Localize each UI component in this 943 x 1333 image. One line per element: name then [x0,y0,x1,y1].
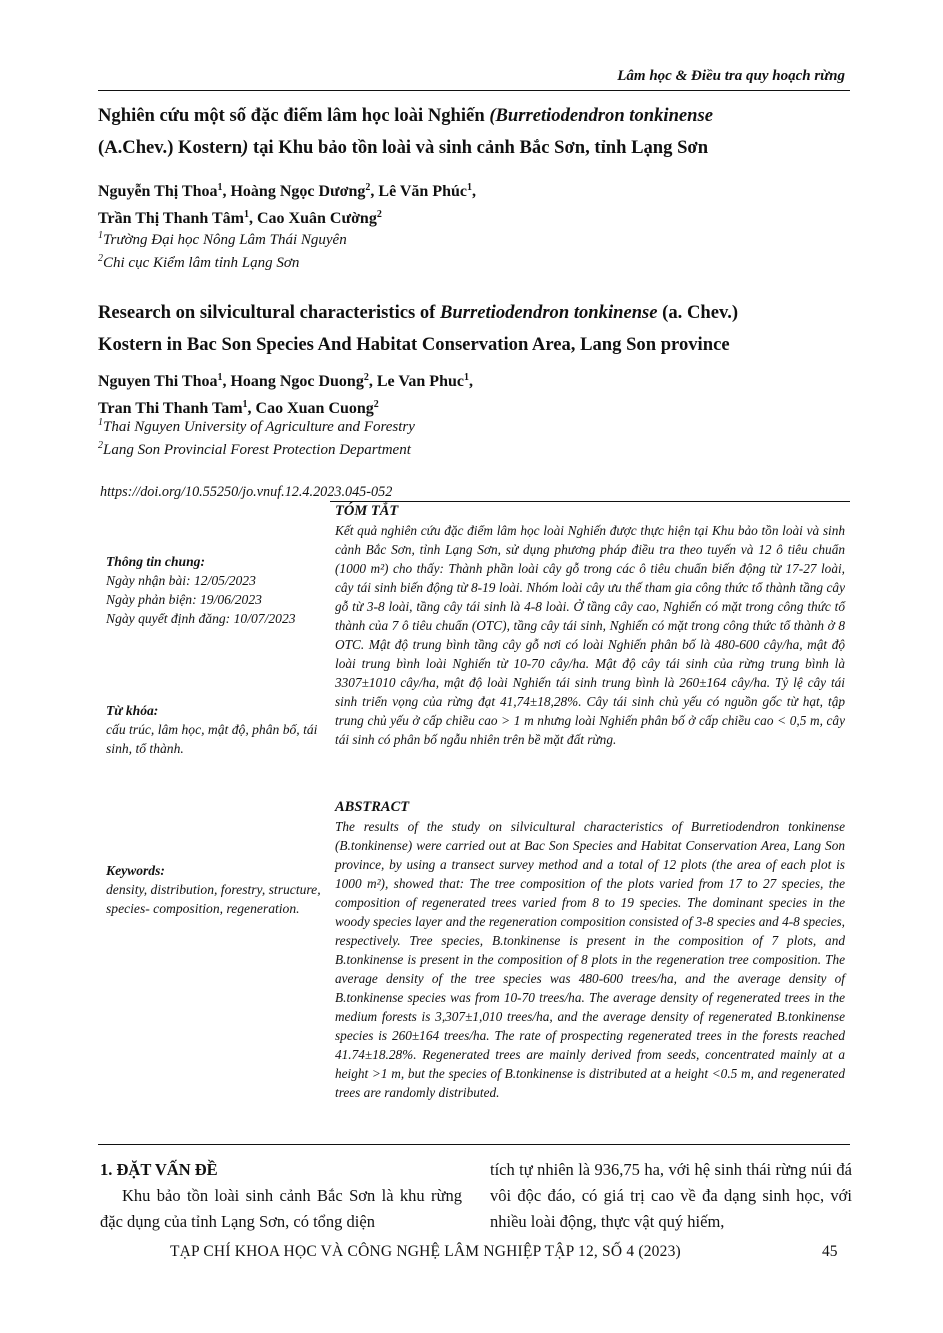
author-name: Cao Xuân Cường [257,210,377,227]
title-vi-species: (Burretiodendron tonkinense [489,105,714,126]
affiliations-english [98,416,798,462]
article-info-heading: Thông tin chung: [106,554,205,569]
author-affil-sup: 1 [217,182,223,193]
author-affil-sup: 1 [244,209,249,220]
author-name: Hoang Ngoc Duong [230,373,364,390]
abstract-english [335,798,845,1102]
keywords-vi-heading: Từ khóa: [106,703,159,718]
author-separator: , [468,373,473,390]
title-english [98,297,850,361]
author-affil-sup: 2 [365,182,371,193]
affiliation: Thai Nguyen University of Agriculture and Forestry [103,419,415,435]
author-affil-sup: 1 [467,182,472,193]
title-en-species: Burretiodendron tonkinense [440,302,658,323]
authors-vietnamese [98,178,798,232]
journal-footer: TẠP CHÍ KHOA HỌC VÀ CÔNG NGHỆ LÂM NGHIỆP TẬP 12, SỐ 4 (2023) [170,1243,681,1260]
author-affil-sup: 2 [376,209,382,220]
author-name: Hoàng Ngọc Dương [230,183,366,200]
title-vietnamese [98,100,850,164]
affil-sup: 1 [98,230,103,241]
abstract-en-heading: ABSTRACT [335,799,410,815]
author-separator: , [472,183,476,200]
abstract-vi-heading: TÓM TẮT [335,503,399,519]
author-name: Le Van Phuc [376,373,464,390]
title-en-line2: Kostern in Bac Son Species And Habitat Conservation Area, Lang Son province [98,334,730,355]
date-accepted: Ngày quyết định đăng: 10/07/2023 [106,611,296,626]
author-name: Trần Thị Thanh Tâm [98,210,244,227]
title-vi-paren: ) [242,137,249,158]
date-received: Ngày nhận bài: 12/05/2023 [106,573,256,588]
author-separator: , [222,373,231,390]
title-vi-line1: Nghiên cứu một số đặc điểm lâm học loài Nghiến [98,105,490,126]
title-vi-line2-rest: tại Khu bảo tồn loài và sinh cảnh Bắc Sơn, tỉnh Lạng Sơn [248,137,709,158]
keywords-vi-text: cấu trúc, lâm học, mật độ, phân bố, tái sinh, tổ thành. [106,722,318,756]
author-name: Nguyễn Thị Thoa [98,183,218,200]
affiliation: Chi cục Kiểm lâm tỉnh Lạng Sơn [103,255,300,271]
author-affil-sup: 2 [363,372,369,383]
body-paragraph: Khu bảo tồn loài sinh cảnh Bắc Sơn là khu rừng đặc dụng của tỉnh Lạng Sơn, có tổng diện [100,1186,462,1231]
author-affil-sup: 1 [242,399,248,410]
affil-sup: 2 [98,253,103,264]
header-rule [98,90,850,91]
author-name: Lê Văn Phúc [378,183,467,200]
affiliation: Lang Son Provincial Forest Protection Department [103,442,411,458]
author-name: Cao Xuan Cuong [255,400,374,417]
doi-link[interactable]: https://doi.org/10.55250/jo.vnuf.12.4.2023.045-052 [100,484,393,500]
author-name: Tran Thi Thanh Tam [98,400,243,417]
page-number: 45 [822,1243,838,1260]
author-separator: , [249,210,257,227]
author-separator: , [222,183,231,200]
affiliations-vietnamese [98,229,798,275]
abstract-en-body: The results of the study on silvicultural characteristics of Burretiodendron tonkinense (B.tonkinense) were carried out at Bac Son Species and Habitat Conservation Area, Lang Son province, by using a transect survey method and a total of 12 plots (the area of each plot is 1000 m²), showed that: The tree composition of the plots varied from 17 to 27 species, the composition of regenerated trees varied from 8 to 19 species. The dominant species in the woody species layer and the regeneration composition consisted of 3-8 species and 4-8 species, respectively. Tree species, B.tonkinense is present in the composition of 7 plots, and B.tonkinense is present in the composition of 8 plots in the regeneration tree composition. The average density of the tree species was 480-600 trees/ha, and the average density of B.tonkinense species was from 10-70 trees/ha. The average density of regenerated trees in the medium forests is 3,307±1,010 trees/ha, and the average density of regenerated B.tonkinense species is 260±164 trees/ha. The rate of prospecting regenerated trees in the forests reached 41.74±18.28%. Regenerated trees are mainly derived from seeds, concentrated mainly at a height >1 m, but the species of B.tonkinense is distributed at a height <0.5 m, and regenerated trees are randomly distributed. [335,819,845,1100]
keywords-english [106,861,321,918]
body-column-right [490,1157,852,1235]
title-en-line1-rest: (a. Chev.) [657,302,739,323]
author-affil-sup: 2 [373,399,379,410]
author-separator: , [247,400,256,417]
author-separator: , [368,373,377,390]
body-column-left [100,1157,462,1235]
abstract-vietnamese [335,502,845,749]
title-en-line1: Research on silvicultural characteristics of [98,302,441,323]
abstract-vi-body: Kết quả nghiên cứu đặc điểm lâm học loài Nghiến được thực hiện tại Khu bảo tồn loài và sinh cảnh Bắc Sơn, tỉnh Lạng Sơn, sử dụng phương pháp điều tra theo tuyến và 12 ô tiêu chuẩn (1000 m²) cho thấy: Thành phần loài cây gỗ trong các ô tiêu chuẩn biến động từ 17-27 loài, cây tái sinh biến động từ 8-19 loài. Nhóm loài cây ưu thế tham gia công thức tổ thành tầng cây gỗ từ 3-8 loài, tầng cây tái sinh là 4-8 loài. Ở tầng cây cao, Nghiến có mặt trong công thức tổ thành của 7 ô tiêu chuẩn (OTC), tầng cây tái sinh, Nghiến có mặt trong công thức tổ thành ở 8 OTC. Mật độ trung bình tầng cây gỗ nơi có loài Nghiến phân bố là 480-600 cây/ha, mật độ loài trung bình loài Nghiến từ 10-70 cây/ha. Mật độ cây tái sinh của rừng trung bình là 3307±1010 cây/ha, mật độ loài Nghiến tái sinh trung bình là 260±164 cây/ha. Tỷ lệ cây tái sinh triển vọng của rừng đạt 41,74±18,28%. Cây tái sinh chủ yếu có nguồn gốc từ hạt, tập trung chủ yếu ở cấp chiều cao > 1 m nhưng loài Nghiến phân bố ở cấp chiều cao < 0,5 m, cây tái sinh có phân bố ngẫu nhiên trên bề mặt đất rừng. [335,523,845,747]
affil-sup: 1 [98,417,103,428]
date-reviewed: Ngày phản biện: 19/06/2023 [106,592,262,607]
abstract-bottom-rule [98,1144,850,1145]
body-paragraph: tích tự nhiên là 936,75 ha, với hệ sinh thái rừng núi đá vôi độc đáo, có giá trị cao về đa dạng sinh học, với nhiều loài động, thực vật quý hiếm, [490,1160,852,1231]
author-name: Nguyen Thi Thoa [98,373,218,390]
keywords-en-heading: Keywords: [106,863,165,878]
title-vi-line2: (A.Chev.) Kostern [98,137,243,158]
author-affil-sup: 1 [217,372,223,383]
affiliation: Trường Đại học Nông Lâm Thái Nguyên [103,232,347,248]
authors-english [98,368,798,422]
affil-sup: 2 [98,440,103,451]
article-info [106,552,321,628]
keywords-en-text: density, distribution, forestry, structure, species- composition, regeneration. [106,882,321,916]
journal-section-header: Lâm học & Điều tra quy hoạch rừng [617,68,845,84]
author-separator: , [370,183,379,200]
author-affil-sup: 1 [463,372,469,383]
section-heading: 1. ĐẶT VẤN ĐỀ [100,1160,218,1179]
keywords-vietnamese [106,701,321,758]
